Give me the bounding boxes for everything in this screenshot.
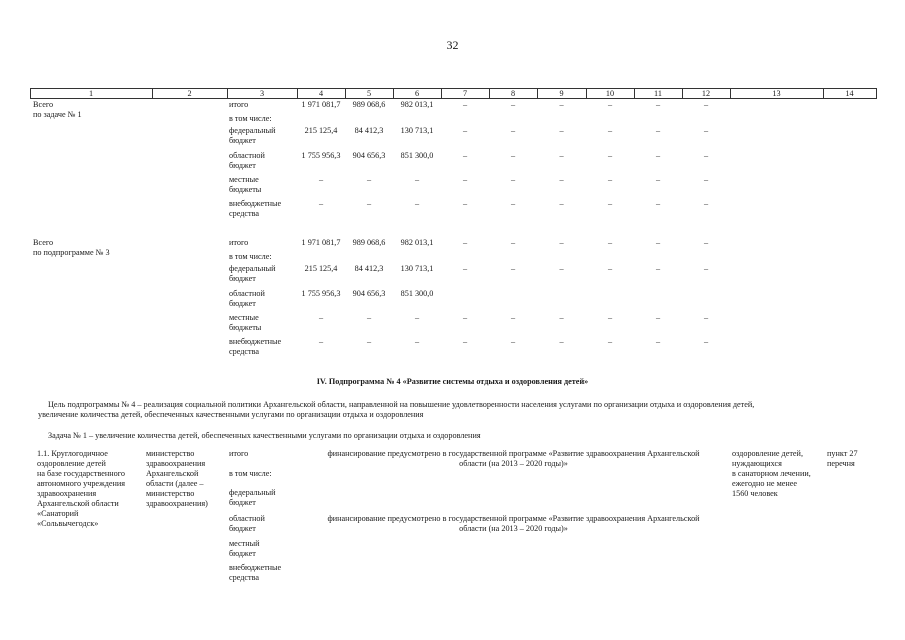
- value-cell: –: [366, 199, 372, 208]
- value-cell: –: [462, 238, 468, 247]
- budget-source-label: внебюджетные: [229, 337, 282, 346]
- col-number: 4: [318, 89, 324, 98]
- result-line: 1560 человек: [732, 489, 778, 498]
- budget-source-label: в том числе:: [229, 252, 272, 261]
- budget-source-label: внебюджетные: [229, 563, 282, 572]
- value-cell: –: [559, 100, 564, 109]
- value-cell: –: [414, 313, 420, 322]
- value-cell: –: [559, 238, 564, 247]
- value-cell: 982 013,1: [400, 100, 434, 109]
- budget-source-label: федеральный: [229, 264, 276, 273]
- value-cell: –: [559, 199, 564, 208]
- value-cell: –: [510, 238, 516, 247]
- value-cell: –: [655, 313, 661, 322]
- value-cell: 1 755 956,3: [301, 151, 341, 160]
- col-number: 7: [462, 89, 468, 98]
- value-cell: –: [414, 175, 420, 184]
- value-cell: –: [655, 175, 661, 184]
- budget-source-label: местный: [229, 539, 260, 548]
- value-cell: –: [559, 264, 564, 273]
- value-cell: 130 713,1: [400, 126, 434, 135]
- budget-source-label: бюджет: [229, 299, 256, 308]
- value-cell: –: [559, 126, 564, 135]
- value-cell: –: [559, 337, 564, 346]
- value-cell: 904 656,3: [352, 289, 386, 298]
- budget-source-label: местные: [229, 175, 259, 184]
- budget-source-label: местные: [229, 313, 259, 322]
- block-label: по подпрограмме № 3: [33, 248, 110, 257]
- value-cell: –: [414, 199, 420, 208]
- value-cell: –: [559, 175, 564, 184]
- value-cell: –: [703, 264, 709, 273]
- budget-source-label: внебюджетные: [229, 199, 282, 208]
- value-cell: –: [607, 151, 613, 160]
- value-cell: –: [414, 337, 420, 346]
- result-line: нуждающихся: [732, 459, 782, 468]
- value-cell: –: [462, 199, 468, 208]
- value-cell: –: [655, 238, 661, 247]
- value-cell: –: [318, 199, 324, 208]
- item-executor-line: здравоохранения): [146, 499, 208, 508]
- value-cell: –: [703, 175, 709, 184]
- value-cell: 989 068,6: [352, 238, 386, 247]
- col-number: 12: [701, 89, 711, 98]
- value-cell: –: [655, 199, 661, 208]
- value-cell: 1 971 081,7: [301, 238, 341, 247]
- value-cell: –: [703, 313, 709, 322]
- value-cell: –: [510, 126, 516, 135]
- value-cell: 1 755 956,3: [301, 289, 341, 298]
- budget-source-label: в том числе:: [229, 469, 272, 478]
- value-cell: 215 125,4: [304, 264, 338, 273]
- item-title-line: на базе государственного: [37, 469, 125, 478]
- value-cell: –: [703, 151, 709, 160]
- result-line: оздоровление детей,: [732, 449, 803, 458]
- item-title-line: оздоровление детей: [37, 459, 106, 468]
- item-executor-line: здравоохранения: [146, 459, 206, 468]
- value-cell: –: [703, 100, 709, 109]
- item-title-line: «Сольвычегодск»: [37, 519, 99, 528]
- col-number: 11: [654, 89, 662, 98]
- value-cell: –: [703, 238, 709, 247]
- value-cell: –: [607, 126, 613, 135]
- budget-source-label: федеральный: [229, 488, 276, 497]
- value-cell: –: [510, 100, 516, 109]
- item-executor-line: Архангельской: [146, 469, 199, 478]
- value-cell: –: [510, 199, 516, 208]
- block-label: по задаче № 1: [33, 110, 82, 119]
- value-cell: –: [607, 100, 613, 109]
- value-cell: –: [510, 337, 516, 346]
- value-cell: –: [607, 238, 613, 247]
- col-number: 13: [772, 89, 781, 98]
- budget-source-label: бюджеты: [229, 185, 262, 194]
- value-cell: –: [607, 313, 613, 322]
- item-executor-line: области (далее –: [146, 479, 204, 488]
- value-cell: –: [462, 337, 468, 346]
- value-cell: –: [318, 313, 324, 322]
- item-title-line: Архангельской области: [37, 499, 119, 508]
- value-cell: –: [607, 199, 613, 208]
- reference-line: пункт 27: [827, 449, 858, 458]
- item-title-line: автономного учреждения: [37, 479, 126, 488]
- budget-source-label: средства: [229, 209, 260, 218]
- block-label: Всего: [33, 238, 54, 247]
- value-cell: –: [510, 264, 516, 273]
- value-cell: –: [703, 126, 709, 135]
- budget-source-label: бюджет: [229, 161, 256, 170]
- task-text: Задача № 1 – увеличение количества детей, обеспеченных качественными услугами по организации отдыха и оздоровления: [48, 431, 481, 440]
- value-cell: –: [510, 175, 516, 184]
- value-cell: –: [559, 313, 564, 322]
- value-cell: 130 713,1: [400, 264, 434, 273]
- result-line: в санаторном лечении,: [732, 469, 811, 478]
- budget-source-label: бюджет: [229, 274, 256, 283]
- page-number: 32: [446, 38, 459, 52]
- budget-source-label: бюджеты: [229, 323, 262, 332]
- budget-source-label: федеральный: [229, 126, 276, 135]
- item-title-line: «Санаторий: [37, 509, 79, 518]
- value-cell: 851 300,0: [400, 151, 434, 160]
- col-number: 10: [605, 89, 615, 98]
- col-number: 1: [88, 89, 94, 98]
- col-number: 2: [187, 89, 192, 98]
- block-label: Всего: [33, 100, 54, 109]
- value-cell: –: [318, 175, 324, 184]
- value-cell: 989 068,6: [352, 100, 386, 109]
- value-cell: –: [462, 175, 468, 184]
- value-cell: –: [703, 337, 709, 346]
- budget-source-label: итого: [229, 449, 249, 458]
- budget-source-label: областной: [229, 514, 265, 523]
- item-executor-line: министерство: [146, 489, 195, 498]
- value-cell: –: [607, 175, 613, 184]
- value-cell: 851 300,0: [400, 289, 434, 298]
- value-cell: –: [655, 151, 661, 160]
- budget-source-label: бюджет: [229, 498, 256, 507]
- goal-text: Цель подпрограммы № 4 – реализация социальной политики Архангельской области, направленной на повышение удовлетворенности населения услугами по организации отдыха и оздоровления детей,: [48, 400, 755, 409]
- budget-source-label: областной: [229, 151, 265, 160]
- budget-source-label: итого: [229, 238, 249, 247]
- financing-line: области (на 2013 – 2020 годы)»: [459, 459, 568, 468]
- item-title-line: 1.1. Круглогодичное: [37, 449, 108, 458]
- financing-line: области (на 2013 – 2020 годы)»: [459, 524, 568, 533]
- financing-line: финансирование предусмотрено в государственной программе «Развитие здравоохранения Архангельской: [327, 514, 700, 523]
- budget-source-label: итого: [229, 100, 249, 109]
- col-number: 5: [366, 89, 372, 98]
- value-cell: –: [703, 199, 709, 208]
- value-cell: –: [655, 337, 661, 346]
- value-cell: –: [366, 313, 372, 322]
- value-cell: –: [510, 313, 516, 322]
- result-line: ежегодно не менее: [732, 479, 798, 488]
- item-executor-line: министерство: [146, 449, 195, 458]
- value-cell: 1 971 081,7: [301, 100, 341, 109]
- value-cell: 84 412,3: [354, 126, 384, 135]
- budget-source-label: бюджет: [229, 524, 256, 533]
- col-divider: [876, 88, 877, 99]
- col-number: 3: [259, 89, 265, 98]
- budget-source-label: средства: [229, 573, 260, 582]
- value-cell: –: [655, 264, 661, 273]
- financing-line: финансирование предусмотрено в государственной программе «Развитие здравоохранения Архангельской: [327, 449, 700, 458]
- value-cell: –: [462, 313, 468, 322]
- value-cell: –: [607, 337, 613, 346]
- value-cell: 215 125,4: [304, 126, 338, 135]
- col-number: 6: [414, 89, 420, 98]
- value-cell: –: [462, 100, 468, 109]
- item-title-line: здравоохранения: [37, 489, 97, 498]
- value-cell: –: [462, 151, 468, 160]
- reference-line: перечня: [827, 459, 855, 468]
- goal-text: увеличение количества детей, обеспеченных качественными услугами по организации отдыха и оздоровления: [38, 410, 424, 419]
- col-number: 14: [845, 89, 854, 98]
- value-cell: –: [510, 151, 516, 160]
- budget-source-label: бюджет: [229, 549, 256, 558]
- value-cell: –: [318, 337, 324, 346]
- col-number: 8: [510, 89, 516, 98]
- col-number: 9: [559, 89, 564, 98]
- value-cell: –: [462, 264, 468, 273]
- value-cell: 904 656,3: [352, 151, 386, 160]
- value-cell: –: [462, 126, 468, 135]
- value-cell: –: [559, 151, 564, 160]
- budget-source-label: областной: [229, 289, 265, 298]
- section-heading: IV. Подпрограмма № 4 «Развитие системы отдыха и оздоровления детей»: [316, 377, 589, 386]
- value-cell: 84 412,3: [354, 264, 384, 273]
- budget-source-label: бюджет: [229, 136, 256, 145]
- budget-source-label: в том числе:: [229, 114, 272, 123]
- value-cell: –: [655, 126, 661, 135]
- value-cell: –: [655, 100, 661, 109]
- value-cell: –: [366, 337, 372, 346]
- value-cell: –: [366, 175, 372, 184]
- budget-source-label: средства: [229, 347, 260, 356]
- value-cell: –: [607, 264, 613, 273]
- value-cell: 982 013,1: [400, 238, 434, 247]
